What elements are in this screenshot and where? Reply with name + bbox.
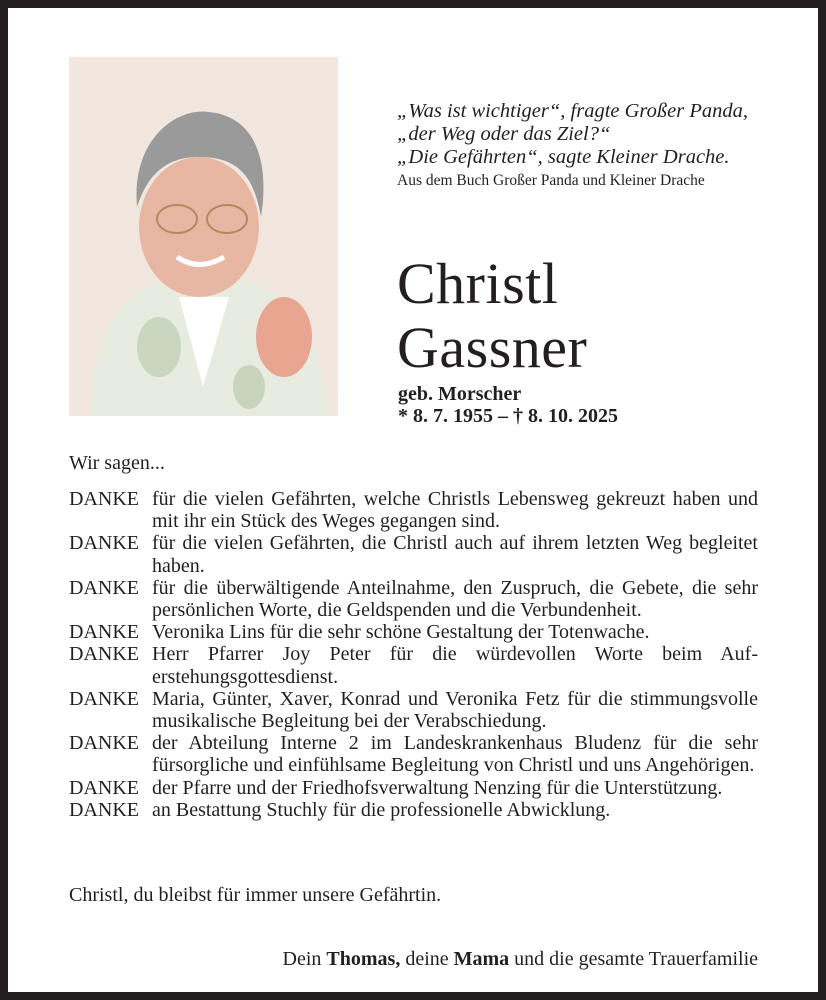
thanks-text: der Pfarre und der Friedhofsverwaltung Nenzing für die Unterstützung. xyxy=(152,776,723,799)
signature-mid: deine xyxy=(400,948,454,970)
portrait-photo xyxy=(69,57,338,416)
thanks-text: Maria, Günter, Xaver, Konrad und Veronika Fetz für die stimmungsvolle musikalische Begleitung bei der Verabschiedung. xyxy=(152,687,758,733)
thanks-item xyxy=(69,577,758,621)
thanks-item xyxy=(69,732,758,776)
epigraph-quote xyxy=(397,100,748,169)
thanks-item xyxy=(69,621,758,643)
thanks-item xyxy=(69,799,758,821)
thanks-item xyxy=(69,532,758,576)
thanks-item xyxy=(69,488,758,532)
thanks-label: DANKE xyxy=(69,532,139,555)
thanks-text: für die überwältigende Anteilnahme, den Zuspruch, die Gebete, die sehr persönlichen Worte, die Geldspenden und die Verbundenheit. xyxy=(152,576,758,622)
birth-info xyxy=(398,383,618,427)
life-dates: * 8. 7. 1955 – † 8. 10. 2025 xyxy=(398,405,618,427)
signature xyxy=(283,948,758,971)
thanks-label: DANKE xyxy=(69,687,139,710)
quote-line: „Die Gefährten“, sagte Kleiner Drache. xyxy=(397,146,730,168)
thanks-label: DANKE xyxy=(69,643,139,666)
thanks-text: für die vielen Gefährten, welche Christls Lebensweg gekreuzt haben und mit ihr ein Stück des Weges gegangen sind. xyxy=(152,488,758,533)
thanks-label: DANKE xyxy=(69,621,139,644)
signature-post: und die gesamte Trauerfamilie xyxy=(509,948,758,970)
thanks-label: DANKE xyxy=(69,576,139,599)
thanks-text: für die vielen Gefährten, die Christl auch auf ihrem letzten Weg begleitet haben. xyxy=(152,532,758,577)
thanks-item xyxy=(69,688,758,732)
quote-line: „Was ist wichtiger“, fragte Großer Panda, xyxy=(397,100,748,122)
thanks-item xyxy=(69,777,758,799)
quote-source: Aus dem Buch Großer Panda und Kleiner Drache xyxy=(397,172,705,189)
intro-text: Wir sagen... xyxy=(69,452,165,474)
thanks-label: DANKE xyxy=(69,776,139,799)
thanks-text: der Abteilung Interne 2 im Landeskrankenhaus Bludenz für die sehr fürsorgliche und einfühlsame Begleitung von Christl und uns Angehörigen. xyxy=(152,732,758,777)
signature-name-thomas: Thomas, xyxy=(326,948,401,970)
thanks-list xyxy=(69,488,758,821)
signature-name-mama: Mama xyxy=(453,948,510,970)
deceased-name xyxy=(397,252,587,380)
maiden-name: geb. Morscher xyxy=(398,383,522,405)
thanks-label: DANKE xyxy=(69,732,139,755)
thanks-label: DANKE xyxy=(69,488,139,510)
thanks-text: Herr Pfarrer Joy Peter für die würdevollen Worte beim Auferstehungsgottesdienst. xyxy=(152,643,758,688)
signature-pre: Dein xyxy=(282,948,327,970)
thanks-item xyxy=(69,643,758,687)
obituary-page xyxy=(8,8,818,992)
thanks-text: Veronika Lins für die sehr schöne Gestaltung der Totenwache. xyxy=(152,621,650,644)
first-name: Christl xyxy=(397,251,559,316)
thanks-label: DANKE xyxy=(69,798,139,821)
quote-line: „der Weg oder das Ziel?“ xyxy=(397,123,611,145)
last-name: Gassner xyxy=(397,315,588,380)
closing-line: Christl, du bleibst für immer unsere Gefährtin. xyxy=(69,884,442,906)
thanks-text: an Bestattung Stuchly für die professionelle Abwicklung. xyxy=(152,798,611,821)
